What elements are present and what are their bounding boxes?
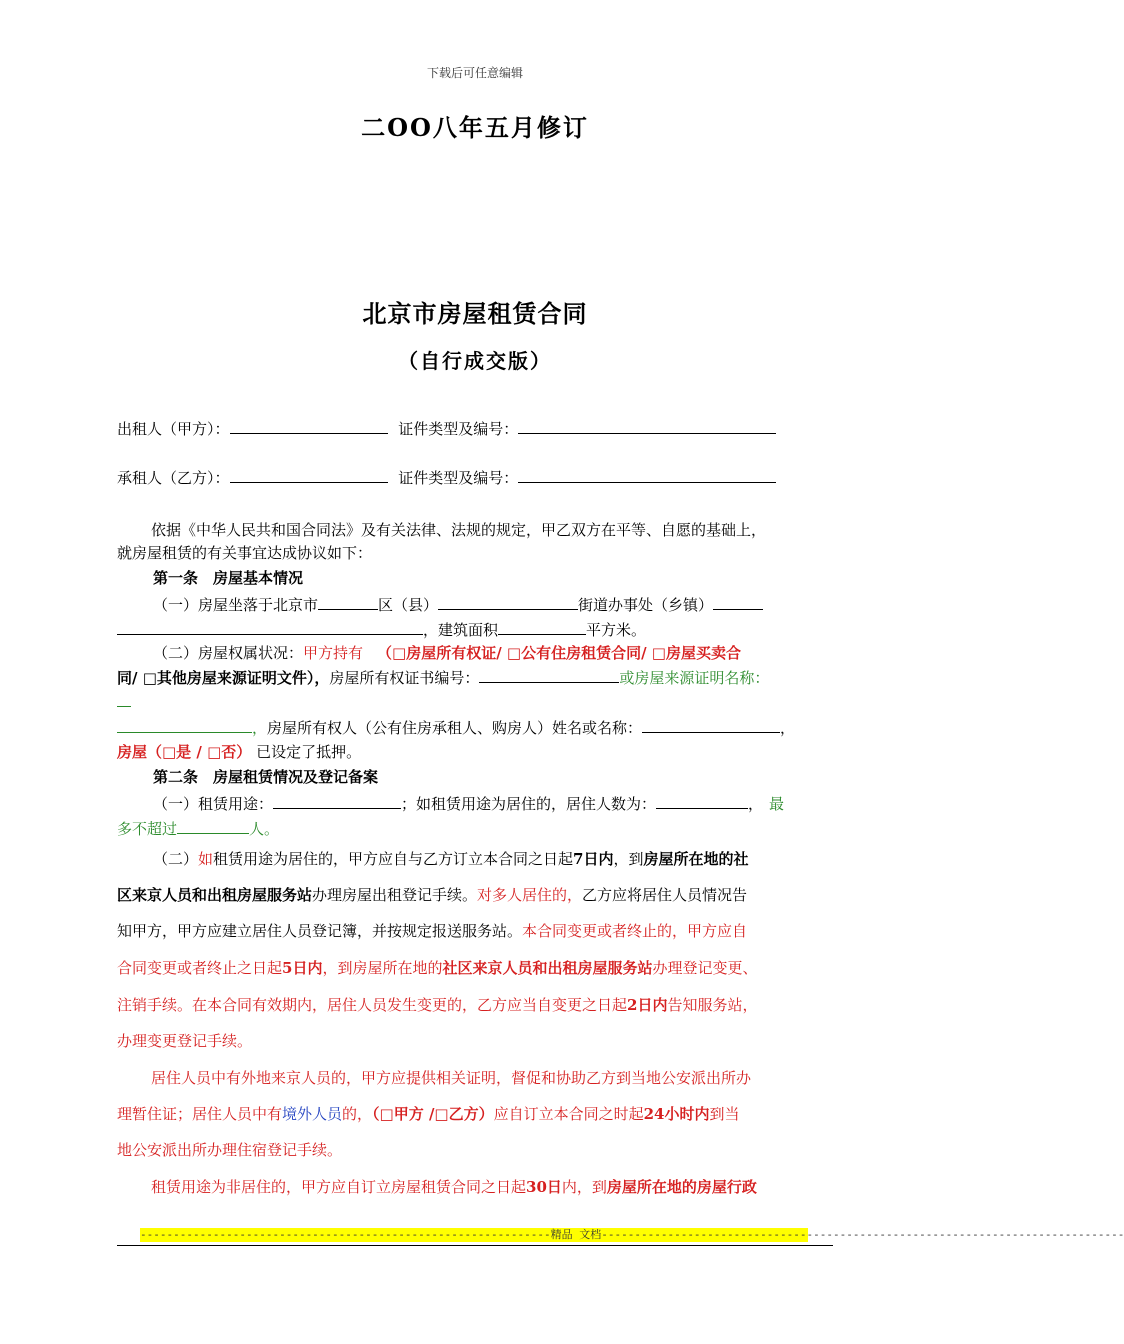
lessor-line <box>117 417 837 440</box>
intro-line-1: 依据《中华人民共和国合同法》及有关法律、法规的规定，甲乙双方在平等、自愿的基础上， <box>151 521 767 539</box>
text: 理暂住证；居住人员中有 <box>117 1105 283 1123</box>
text: （一）租赁用途： <box>153 795 274 813</box>
street-blank[interactable] <box>438 593 578 610</box>
certificate-no-blank[interactable] <box>479 666 619 683</box>
area-blank[interactable] <box>498 618 586 635</box>
text: ， <box>252 719 268 737</box>
text: 街道办事处（乡镇） <box>578 596 714 614</box>
ownership-options-cont[interactable]: 同/ □其他房屋来源证明文件）， <box>117 669 330 687</box>
article-1-item-2-cont <box>117 666 837 689</box>
article-1-item-2 <box>153 642 873 664</box>
lessor-blank[interactable] <box>230 417 388 434</box>
para-3-l1: 居住人员中有外地来京人员的，甲方应提供相关证明，督促和协助乙方到当地公安派出所办 <box>151 1069 752 1087</box>
article-2-item-2-l6: 办理变更登记手续。 <box>117 1032 253 1050</box>
text: 7日内 <box>573 850 614 868</box>
text: 本合同变更或者终止的，甲方应自 <box>522 922 748 940</box>
owner-name-blank[interactable] <box>642 716 780 733</box>
revision-date: 二OO八年五月修订 <box>361 113 589 142</box>
mortgage-options[interactable]: 房屋（□是 / □否） <box>117 743 252 761</box>
intro-line-2: 就房屋租赁的有关事宜达成协议如下： <box>117 544 373 562</box>
text: ；如租赁用途为居住的，居住人数为： <box>401 795 657 813</box>
occupants-blank[interactable] <box>656 792 748 809</box>
text: 人。 <box>249 820 280 838</box>
text: 的， <box>342 1105 373 1123</box>
text: ，到 <box>613 850 644 868</box>
text: 乙方应将居住人员情况告 <box>582 886 748 904</box>
article-1-item-1-cont <box>117 618 837 641</box>
text: 合同变更或者终止之日起 <box>117 959 283 977</box>
text: （二） <box>153 850 199 868</box>
document-title: 北京市房屋租赁合同 <box>362 299 588 328</box>
article-2-item-1 <box>153 792 873 815</box>
text: 如 <box>198 850 214 868</box>
text: ， <box>748 795 764 813</box>
party-options[interactable]: （□甲方 /□乙方） <box>372 1105 494 1123</box>
town-blank[interactable] <box>713 593 763 610</box>
text: 房屋所有权人（公有住房承租人、购房人）姓名或名称： <box>267 719 643 737</box>
text: 租赁用途为非居住的，甲方应自订立房屋租赁合同之日起 <box>151 1178 527 1196</box>
article-1-item-2-cont2 <box>117 690 837 713</box>
text: 5日内 <box>282 959 323 977</box>
footer-divider <box>117 1245 833 1246</box>
lessor-label: 出租人（甲方）： <box>117 420 230 438</box>
text: 或房屋来源证明名称： <box>619 669 770 687</box>
ownership-options[interactable]: （□房屋所有权证/ □公有住房租赁合同/ □房屋买卖合 <box>377 644 741 662</box>
document-subtitle: （自行成交版） <box>398 349 552 373</box>
article-1-heading: 第一条 房屋基本情况 <box>153 569 304 587</box>
article-2-item-2-l1 <box>153 848 873 870</box>
text: 房屋所在地的社 <box>643 850 749 868</box>
text: 24小时内 <box>643 1105 710 1123</box>
text: 境外人员 <box>282 1105 343 1123</box>
text: 办理登记变更、 <box>652 959 758 977</box>
text: 内，到 <box>561 1178 607 1196</box>
article-1-item-2-cont4 <box>117 741 837 763</box>
text: 应自订立本合同之时起 <box>493 1105 644 1123</box>
address-blank[interactable] <box>117 618 423 635</box>
text: 区来京人员和出租房屋服务站 <box>117 886 313 904</box>
article-1-item-1 <box>153 593 873 616</box>
text: 最 <box>769 795 785 813</box>
text: ，建筑面积 <box>423 621 499 639</box>
para-3-l3: 地公安派出所办理住宿登记手续。 <box>117 1141 343 1159</box>
text: 办理房屋出租登记手续。 <box>312 886 478 904</box>
para-4-l1 <box>151 1176 871 1198</box>
text: （二）房屋权属状况： <box>153 644 304 662</box>
purpose-blank[interactable] <box>273 792 401 809</box>
text: 租赁用途为居住的，甲方应自与乙方订立本合同之日起 <box>213 850 574 868</box>
text: 30日 <box>526 1178 562 1196</box>
lessor-id-label: 证件类型及编号： <box>398 420 519 438</box>
text: 到当 <box>709 1105 740 1123</box>
text: 房屋所有权证书编号： <box>329 669 480 687</box>
header-note: 下载后可任意编辑 <box>426 66 523 80</box>
text: 社区来京人员和出租房屋服务站 <box>442 959 653 977</box>
text: 2日内 <box>627 996 668 1014</box>
text: ， <box>780 719 796 737</box>
article-2-item-2-l4 <box>117 957 837 979</box>
text: 已设定了抵押。 <box>256 743 362 761</box>
lessee-blank[interactable] <box>230 466 388 483</box>
article-2-item-2-l2 <box>117 884 837 906</box>
para-3-l2 <box>117 1103 837 1125</box>
article-2-item-1-cont <box>117 817 837 840</box>
max-occupants-blank[interactable] <box>177 817 249 834</box>
proof-name-blank-2[interactable] <box>117 716 252 733</box>
lessee-id-blank[interactable] <box>518 466 776 483</box>
article-2-heading: 第二条 房屋租赁情况及登记备案 <box>153 768 379 786</box>
text: 房屋所在地的房屋行政 <box>606 1178 757 1196</box>
text: 多不超过 <box>117 820 178 838</box>
article-2-item-2-l3 <box>117 920 837 942</box>
article-1-item-2-cont3 <box>117 716 837 739</box>
footer-banner: --------------------------------------------------------------精品 文档------------------------------------------------------------------------------- <box>140 1228 1124 1241</box>
text: 告知服务站， <box>667 996 758 1014</box>
proof-name-blank[interactable] <box>117 690 131 707</box>
article-2-item-2-l5 <box>117 994 837 1016</box>
text: （一）房屋坐落于北京市 <box>153 596 319 614</box>
lessee-line <box>117 466 837 489</box>
text: 平方米。 <box>586 621 647 639</box>
lessor-id-blank[interactable] <box>518 417 776 434</box>
text: 甲方持有 <box>303 644 364 662</box>
text: 对多人居住的， <box>477 886 583 904</box>
lessee-id-label: 证件类型及编号： <box>398 469 519 487</box>
district-blank[interactable] <box>318 593 378 610</box>
text: ，到房屋所在地的 <box>322 959 443 977</box>
text: 区（县） <box>378 596 439 614</box>
lessee-label: 承租人（乙方）： <box>117 469 230 487</box>
text: 注销手续。在本合同有效期内，居住人员发生变更的，乙方应当自变更之日起 <box>117 996 628 1014</box>
text: 知甲方，甲方应建立居住人员登记簿，并按规定报送服务站。 <box>117 922 523 940</box>
